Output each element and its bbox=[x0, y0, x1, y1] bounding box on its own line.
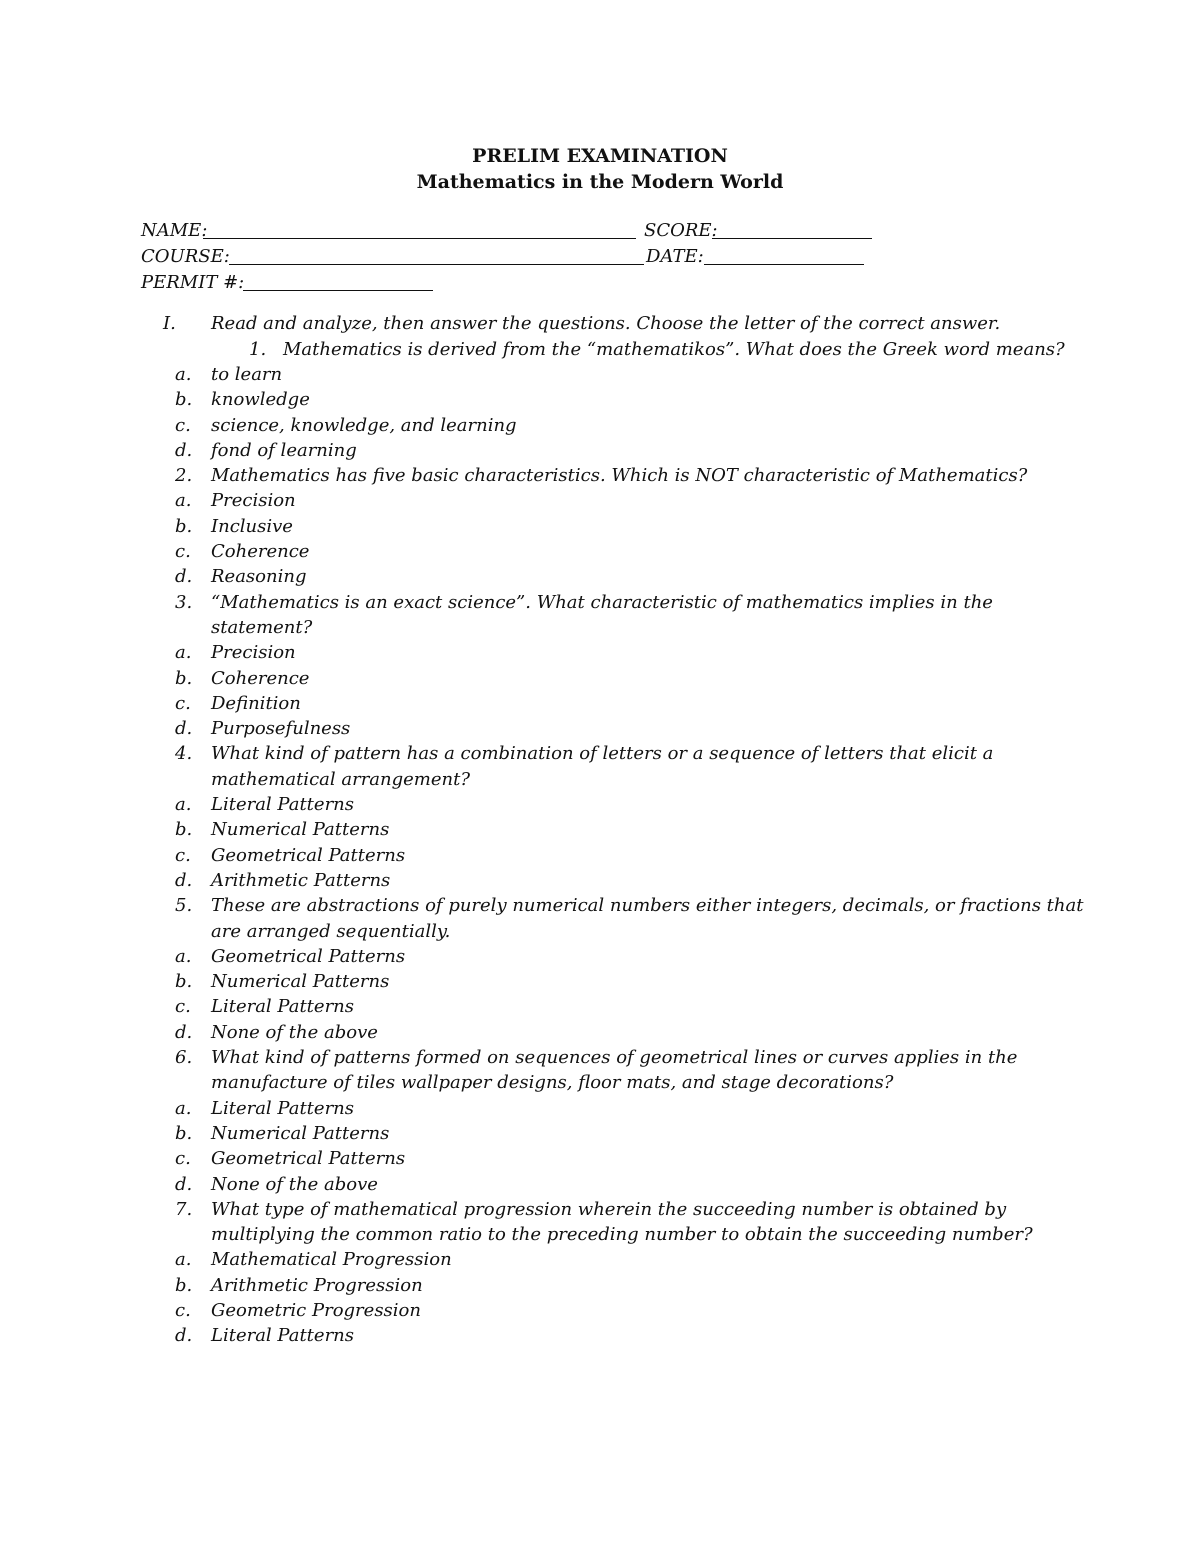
question-text: manufacture of tiles wallpaper designs, floor mats, and stage decorations? bbox=[211, 1072, 894, 1094]
name-score-row bbox=[141, 218, 881, 244]
option-text: Precision bbox=[211, 490, 296, 512]
option-letter: a. bbox=[175, 945, 192, 967]
question-text: What kind of patterns formed on sequences of geometrical lines or curves applies in the bbox=[211, 1047, 1018, 1069]
answer-option[interactable] bbox=[0, 362, 1200, 387]
question-number: 7. bbox=[175, 1198, 193, 1220]
score-label: SCORE: bbox=[644, 220, 718, 241]
question-line bbox=[0, 741, 1200, 766]
question-line bbox=[0, 1222, 1200, 1247]
question-text: mathematical arrangement? bbox=[211, 768, 470, 790]
question-number: 6. bbox=[175, 1047, 193, 1069]
option-text: knowledge bbox=[211, 389, 310, 411]
option-text: fond of learning bbox=[211, 439, 357, 461]
score-blank[interactable] bbox=[712, 238, 872, 239]
answer-option[interactable] bbox=[0, 716, 1200, 741]
date-blank[interactable] bbox=[704, 264, 864, 265]
option-text: Coherence bbox=[211, 541, 310, 563]
answer-option[interactable] bbox=[0, 666, 1200, 691]
option-letter: c. bbox=[175, 996, 191, 1018]
question-text: Mathematics has five basic characteristics. Which is NOT characteristic of Mathematics? bbox=[211, 465, 1028, 487]
option-text: Literal Patterns bbox=[211, 794, 354, 816]
question-text: statement? bbox=[211, 616, 313, 638]
name-label: NAME: bbox=[141, 220, 208, 241]
option-letter: d. bbox=[175, 1021, 193, 1043]
answer-option[interactable] bbox=[0, 1020, 1200, 1045]
answer-option[interactable] bbox=[0, 564, 1200, 589]
course-date-row bbox=[141, 244, 881, 270]
option-text: Numerical Patterns bbox=[211, 1122, 390, 1144]
answer-option[interactable] bbox=[0, 868, 1200, 893]
page-title: PRELIM EXAMINATION bbox=[472, 145, 728, 167]
option-letter: d. bbox=[175, 566, 193, 588]
option-text: Precision bbox=[211, 642, 296, 664]
question-line bbox=[0, 919, 1200, 944]
permit-row bbox=[141, 270, 441, 296]
answer-option[interactable] bbox=[0, 1146, 1200, 1171]
question-number: 3. bbox=[175, 591, 193, 613]
section-number: I. bbox=[163, 313, 176, 334]
permit-label: PERMIT #: bbox=[141, 272, 245, 293]
answer-option[interactable] bbox=[0, 691, 1200, 716]
option-text: Mathematical Progression bbox=[211, 1249, 452, 1271]
question-line bbox=[0, 767, 1200, 792]
answer-option[interactable] bbox=[0, 944, 1200, 969]
option-letter: d. bbox=[175, 1325, 193, 1347]
option-letter: a. bbox=[175, 364, 192, 385]
option-letter: d. bbox=[175, 869, 193, 891]
answer-option[interactable] bbox=[0, 640, 1200, 665]
option-letter: c. bbox=[175, 414, 191, 436]
course-label: COURSE: bbox=[141, 246, 230, 267]
course-blank[interactable] bbox=[229, 264, 644, 265]
answer-option[interactable] bbox=[0, 413, 1200, 438]
option-text: Numerical Patterns bbox=[211, 971, 390, 993]
option-letter: b. bbox=[175, 515, 193, 537]
question-line bbox=[0, 1197, 1200, 1222]
date-label: DATE: bbox=[646, 246, 704, 267]
answer-option[interactable] bbox=[0, 1323, 1200, 1348]
answer-option[interactable] bbox=[0, 387, 1200, 412]
question-number: 1. bbox=[249, 339, 267, 360]
question-line bbox=[0, 463, 1200, 488]
answer-option[interactable] bbox=[0, 792, 1200, 817]
question-text: These are abstractions of purely numerical numbers either integers, decimals, or fractions that bbox=[211, 895, 1084, 917]
answer-option[interactable] bbox=[0, 438, 1200, 463]
option-letter: a. bbox=[175, 794, 192, 816]
option-letter: b. bbox=[175, 971, 193, 993]
option-letter: c. bbox=[175, 692, 191, 714]
answer-option[interactable] bbox=[0, 1247, 1200, 1272]
option-letter: d. bbox=[175, 1173, 193, 1195]
option-text: Geometrical Patterns bbox=[211, 844, 406, 866]
question-line bbox=[0, 615, 1200, 640]
answer-option[interactable] bbox=[0, 1096, 1200, 1121]
question-text: multiplying the common ratio to the preceding number to obtain the succeeding number? bbox=[211, 1224, 1033, 1246]
option-letter: c. bbox=[175, 844, 191, 866]
option-letter: a. bbox=[175, 642, 192, 664]
option-text: Purposefulness bbox=[211, 718, 351, 740]
question-line bbox=[0, 1070, 1200, 1095]
question-number: 2. bbox=[175, 465, 193, 487]
option-letter: c. bbox=[175, 541, 191, 563]
option-text: Arithmetic Progression bbox=[211, 1274, 423, 1296]
name-blank[interactable] bbox=[203, 238, 636, 239]
option-letter: b. bbox=[175, 819, 193, 841]
option-letter: b. bbox=[175, 389, 193, 411]
question-line bbox=[0, 893, 1200, 918]
option-text: Definition bbox=[211, 692, 301, 714]
option-text: Literal Patterns bbox=[211, 1097, 354, 1119]
option-letter: d. bbox=[175, 718, 193, 740]
question-text: What kind of pattern has a combination of letters or a sequence of letters that elicit a bbox=[211, 743, 994, 765]
question-line bbox=[0, 1045, 1200, 1070]
option-text: Geometric Progression bbox=[211, 1299, 421, 1321]
option-letter: b. bbox=[175, 1274, 193, 1296]
question-text: are arranged sequentially. bbox=[211, 920, 451, 942]
option-letter: a. bbox=[175, 1097, 192, 1119]
option-text: None of the above bbox=[211, 1021, 378, 1043]
option-text: Reasoning bbox=[211, 566, 307, 588]
option-letter: b. bbox=[175, 1122, 193, 1144]
answer-option[interactable] bbox=[0, 514, 1200, 539]
answer-option[interactable] bbox=[0, 1121, 1200, 1146]
answer-option[interactable] bbox=[0, 1298, 1200, 1323]
question-text: “Mathematics is an exact science”. What characteristic of mathematics implies in the bbox=[211, 591, 993, 613]
question-list bbox=[0, 362, 1200, 1349]
answer-option[interactable] bbox=[0, 1172, 1200, 1197]
option-text: None of the above bbox=[211, 1173, 378, 1195]
section-instructions: Read and analyze, then answer the questions. Choose the letter of the correct answer. bbox=[211, 313, 1001, 334]
answer-option[interactable] bbox=[0, 1273, 1200, 1298]
option-text: Inclusive bbox=[211, 515, 293, 537]
option-text: Numerical Patterns bbox=[211, 819, 390, 841]
answer-option[interactable] bbox=[0, 994, 1200, 1019]
question-number: 4. bbox=[175, 743, 193, 765]
option-text: Geometrical Patterns bbox=[211, 1148, 406, 1170]
question-line bbox=[0, 590, 1200, 615]
permit-blank[interactable] bbox=[243, 290, 433, 291]
answer-option[interactable] bbox=[0, 969, 1200, 994]
option-letter: a. bbox=[175, 490, 192, 512]
option-letter: d. bbox=[175, 439, 193, 461]
option-text: Coherence bbox=[211, 667, 310, 689]
option-text: science, knowledge, and learning bbox=[211, 414, 517, 436]
option-letter: a. bbox=[175, 1249, 192, 1271]
answer-option[interactable] bbox=[0, 843, 1200, 868]
answer-option[interactable] bbox=[0, 539, 1200, 564]
answer-option[interactable] bbox=[0, 817, 1200, 842]
question-text: What type of mathematical progression wherein the succeeding number is obtained by bbox=[211, 1198, 1007, 1220]
answer-option[interactable] bbox=[0, 488, 1200, 513]
option-text: Arithmetic Patterns bbox=[211, 869, 391, 891]
option-text: Geometrical Patterns bbox=[211, 945, 406, 967]
option-letter: c. bbox=[175, 1299, 191, 1321]
question-number: 5. bbox=[175, 895, 193, 917]
option-letter: c. bbox=[175, 1148, 191, 1170]
page-subtitle: Mathematics in the Modern World bbox=[416, 171, 784, 193]
option-text: to learn bbox=[211, 364, 283, 385]
option-letter: b. bbox=[175, 667, 193, 689]
question-text: Mathematics is derived from the “mathematikos”. What does the Greek word means? bbox=[283, 339, 1065, 360]
option-text: Literal Patterns bbox=[211, 1325, 354, 1347]
option-text: Literal Patterns bbox=[211, 996, 354, 1018]
